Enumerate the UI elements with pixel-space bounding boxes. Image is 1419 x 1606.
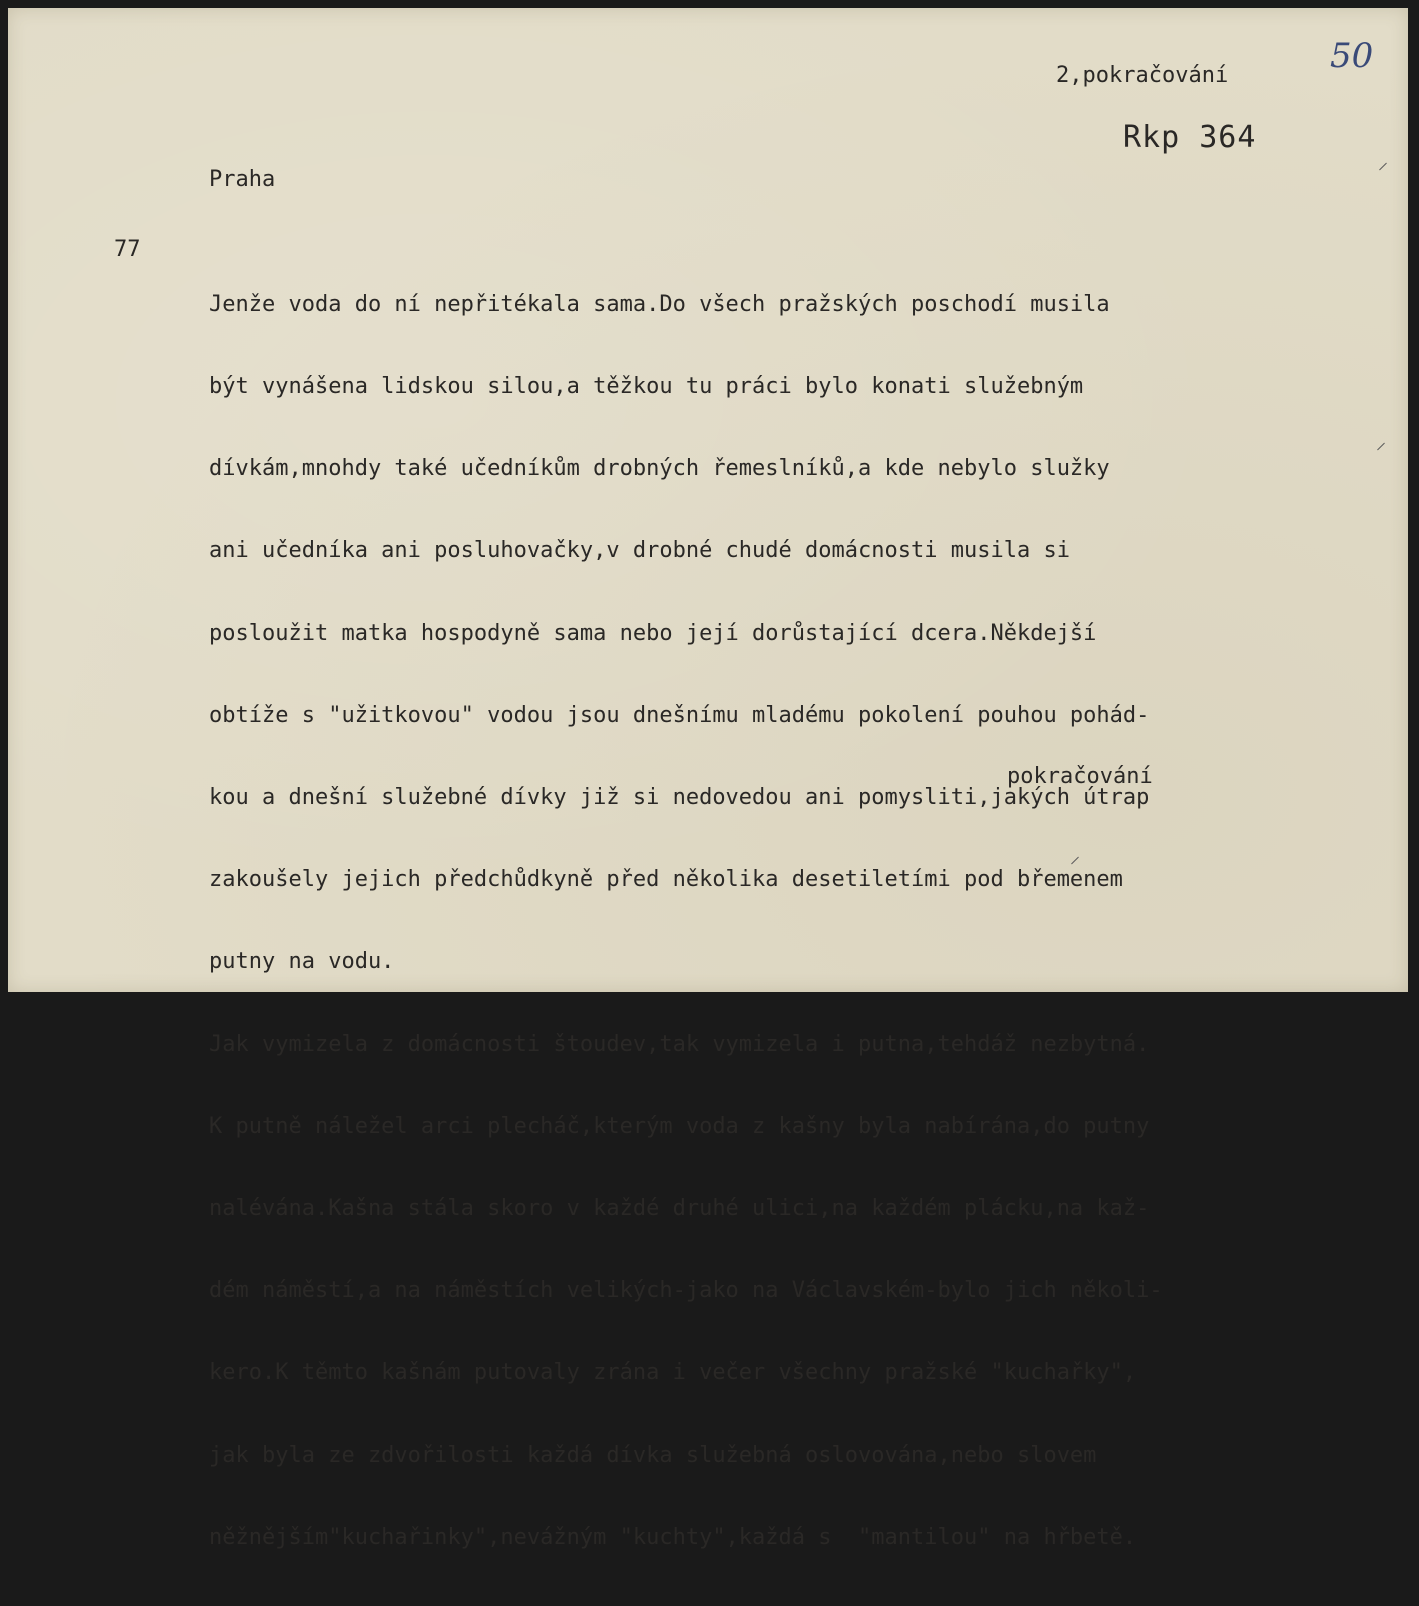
- archive-card: [8, 8, 1408, 1550]
- continuation-footer: pokračování: [1007, 764, 1153, 789]
- text-line: kou a dnešní služebné dívky již si nedovedou ani pomysliti,jakých útrap: [209, 785, 1150, 811]
- text-line: Jenže voda do ní nepřitékala sama.Do všech pražských poschodí musila: [209, 291, 1110, 317]
- manuscript-stamp: Rkp 364: [1123, 120, 1257, 155]
- text-line: ani učedníka ani posluhovačky,v drobné chudé domácnosti musila si: [209, 538, 1070, 564]
- text-line: dém náměstí,a na náměstích velikých-jako na Václavském-bylo jich několi-: [209, 1278, 1163, 1304]
- continuation-reference: 2,pokračování: [1056, 63, 1229, 88]
- text-line: být vynášena lidskou silou,a těžkou tu práci bylo konati služebným: [209, 374, 1084, 400]
- text-line: putny na vodu.: [209, 949, 395, 975]
- entry-number: 77: [114, 237, 141, 262]
- folio-number: 50: [1330, 36, 1374, 76]
- pencil-mark: [1379, 163, 1387, 171]
- place-heading: Praha: [209, 167, 276, 192]
- text-line: zakoušely jejich předchůdkyně před několika desetiletími pod břemenem: [209, 867, 1123, 893]
- text-line: K putně náležel arci plecháč,kterým voda z kašny byla nabírána,do putny: [209, 1113, 1150, 1139]
- text-line: posloužit matka hospodyně sama nebo její dorůstající dcera.Někdejší: [209, 620, 1097, 646]
- text-line: nalévána.Kašna stála skoro v každé druhé ulici,na každém plácku,na kaž-: [209, 1196, 1150, 1222]
- text-line: dívkám,mnohdy také učedníkům drobných řemeslníků,a kde nebylo služky: [209, 456, 1110, 482]
- text-line: Jak vymizela z domácnosti štoudev,tak vymizela i putna,tehdáž nezbytná.: [209, 1031, 1150, 1057]
- text-line: kero.K těmto kašnám putovaly zrána i večer všechny pražské "kuchařky",: [209, 1360, 1137, 1386]
- text-line: něžnějším"kuchařinky",nevážným "kuchty",každá s "mantilou" na hřbetě.: [209, 1524, 1137, 1550]
- text-line: jak byla ze zdvořilosti každá dívka služebná oslovována,nebo slovem: [209, 1442, 1097, 1468]
- entry-body: [209, 236, 1389, 1606]
- text-line: obtíže s "užitkovou" vodou jsou dnešnímu mladému pokolení pouhou pohád-: [209, 702, 1150, 728]
